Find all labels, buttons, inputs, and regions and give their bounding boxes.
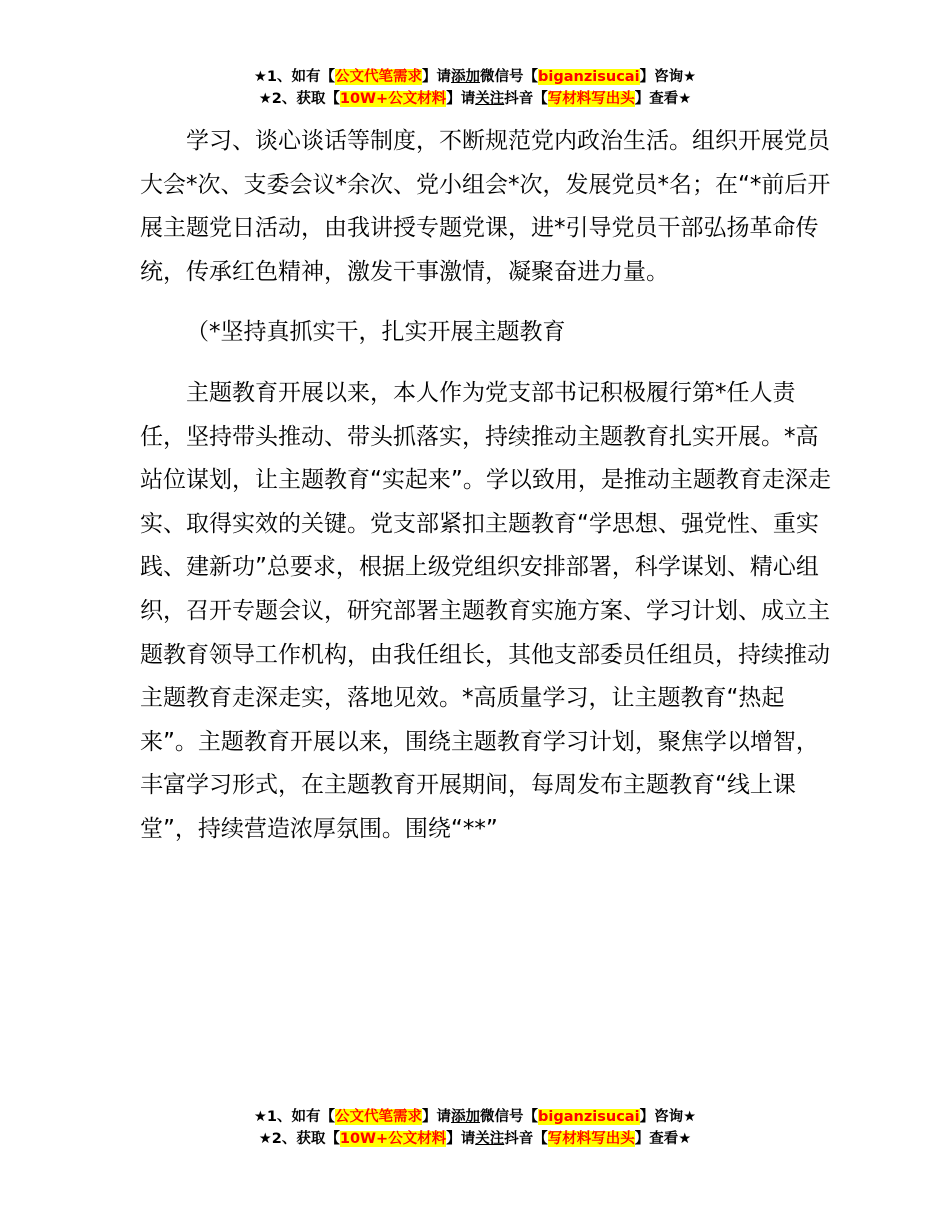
banner-text: ★2、获取【 — [258, 1131, 340, 1147]
banner-underline: 关注 — [475, 1131, 505, 1147]
banner-highlight: 写材料写出头 — [547, 1131, 635, 1147]
document-body — [140, 120, 840, 852]
banner-text: ★1、如有【 — [253, 1109, 336, 1125]
banner-text: 微信号【 — [480, 69, 539, 85]
banner-text: ★2、获取【 — [258, 91, 340, 107]
banner-text: 抖音【 — [504, 91, 548, 107]
body-paragraph-1: 学习、谈心谈话等制度，不断规范党内政治生活。组织开展党员大会*次、支委会议*余次、党小组会*次，发展党员*名；在“*前后开展主题党日活动，由我讲授专题党课，进*引导党员干部弘扬革命传统，传承红色精神，激发干事激情，凝聚奋进力量。 — [140, 128, 831, 285]
banner-text: 】查看★ — [634, 91, 692, 107]
banner-text: 】请 — [422, 1109, 452, 1125]
banner-text: ★1、如有【 — [253, 69, 336, 85]
banner-line-1 — [0, 1106, 950, 1128]
banner-highlight: 10W+公文材料 — [339, 1131, 447, 1147]
banner-highlight: 公文代笔需求 — [335, 1109, 423, 1125]
banner-highlight: biganzisucai — [538, 1109, 640, 1125]
banner-text: 微信号【 — [480, 1109, 539, 1125]
banner-text: 】查看★ — [634, 1131, 692, 1147]
body-paragraph-2: 主题教育开展以来，本人作为党支部书记积极履行第*任人责任，坚持带头推动、带头抓落实，持续推动主题教育扎实开展。*高站位谋划，让主题教育“实起来”。学以致用，是推动主题教育走深走实、取得实效的关键。党支部紧扣主题教育“学思想、强党性、重实践、建新功”总要求，根据上级党组织安排部署，科学谋划、精心组织，召开专题会议，研究部署主题教育实施方案、学习计划、成立主题教育领导工作机构，由我任组长，其他支部委员任组员，持续推动主题教育走深走实，落地见效。*高质量学习，让主题教育“热起来”。主题教育开展以来，围绕主题教育学习计划，聚焦学以增智，丰富学习形式，在主题教育开展期间，每周发布主题教育“线上课堂”，持续营造浓厚氛围。围绕“**” — [140, 379, 831, 842]
banner-highlight: 10W+公文材料 — [339, 91, 447, 107]
banner-underline: 添加 — [451, 69, 481, 85]
banner-highlight: 公文代笔需求 — [335, 69, 423, 85]
banner-text: 】请 — [446, 1131, 476, 1147]
banner-highlight: biganzisucai — [538, 69, 640, 85]
banner-line-2 — [0, 1128, 950, 1150]
banner-text: 】请 — [422, 69, 452, 85]
banner-line-2 — [0, 88, 950, 110]
banner-text: 抖音【 — [504, 1131, 548, 1147]
banner-text: 】咨询★ — [639, 69, 697, 85]
banner-underline: 关注 — [475, 91, 505, 107]
header-banner — [0, 66, 950, 110]
footer-banner — [0, 1106, 950, 1150]
banner-underline: 添加 — [451, 1109, 481, 1125]
section-heading: （*坚持真抓实干，扎实开展主题教育 — [186, 319, 566, 346]
banner-line-1 — [0, 66, 950, 88]
banner-highlight: 写材料写出头 — [547, 91, 635, 107]
banner-text: 】咨询★ — [639, 1109, 697, 1125]
banner-text: 】请 — [446, 91, 476, 107]
